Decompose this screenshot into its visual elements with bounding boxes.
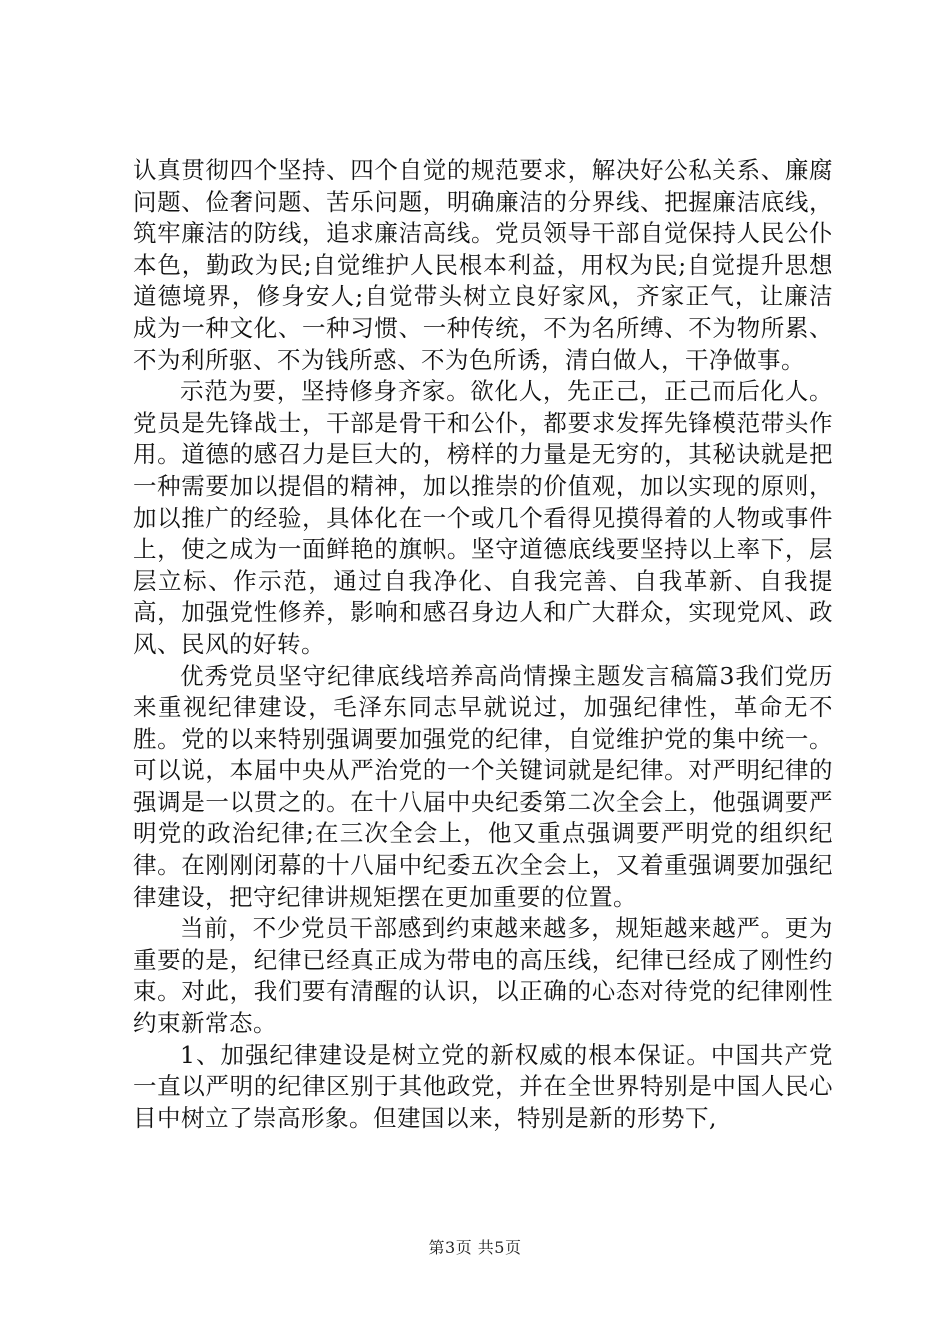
paragraph-continuation: 认真贯彻四个坚持、四个自觉的规范要求，解决好公私关系、廉腐问题、俭奢问题、苦乐问题，明确廉洁的分界线、把握廉洁底线，筑牢廉洁的防线，追求廉洁高线。党员领导干部自觉保持人民公仆本色，勤政为民;自觉维护人民根本利益，用权为民;自觉提升思想道德境界，修身安人;自觉带头树立良好家风，齐家正气，让廉洁成为一种文化、一种习惯、一种传统，不为名所缚、不为物所累、不为利所驱、不为钱所惑、不为色所诱，清白做人，干净做事。	[133, 156, 833, 374]
page-footer: 第3页 共5页	[428, 1238, 522, 1257]
paragraph-role-model: 示范为要，坚持修身齐家。欲化人，先正己，正己而后化人。党员是先锋战士，干部是骨干和公仆，都要求发挥先锋模范带头作用。道德的感召力是巨大的，榜样的力量是无穷的，其秘诀就是把一种需要加以提倡的精神，加以推崇的价值观，加以实现的原则，加以推广的经验，具体化在一个或几个看得见摸得着的人物或事件上，使之成为一面鲜艳的旗帜。坚守道德底线要坚持以上率下，层层立标、作示范，通过自我净化、自我完善、自我革新、自我提高，加强党性修养，影响和感召身边人和广大群众，实现党风、政风、民风的好转。	[133, 377, 833, 658]
paragraph-current-situation: 当前，不少党员干部感到约束越来越多，规矩越来越严。更为重要的是，纪律已经真正成为带电的高压线，纪律已经成了刚性约束。对此，我们要有清醒的认识，以正确的心态对待党的纪律刚性约束新常态。	[133, 914, 833, 1038]
document-body	[133, 155, 833, 1134]
paragraph-point-one: 1、加强纪律建设是树立党的新权威的根本保证。中国共产党一直以严明的纪律区别于其他政党，并在全世界特别是中国人民心目中树立了崇高形象。但建国以来，特别是新的形势下,	[133, 1040, 833, 1132]
paragraph-speech-title: 优秀党员坚守纪律底线培养高尚情操主题发言稿篇3我们党历来重视纪律建设，毛泽东同志早就说过，加强纪律性，革命无不胜。党的以来特别强调要加强党的纪律，自觉维护党的集中统一。可以说，本届中央从严治党的一个关键词就是纪律。对严明纪律的强调是一以贯之的。在十八届中央纪委第二次全会上，他强调要严明党的政治纪律;在三次全会上，他又重点强调要严明党的组织纪律。在刚刚闭幕的十八届中纪委五次全会上，又着重强调要加强纪律建设，把守纪律讲规矩摆在更加重要的位置。	[133, 661, 833, 911]
